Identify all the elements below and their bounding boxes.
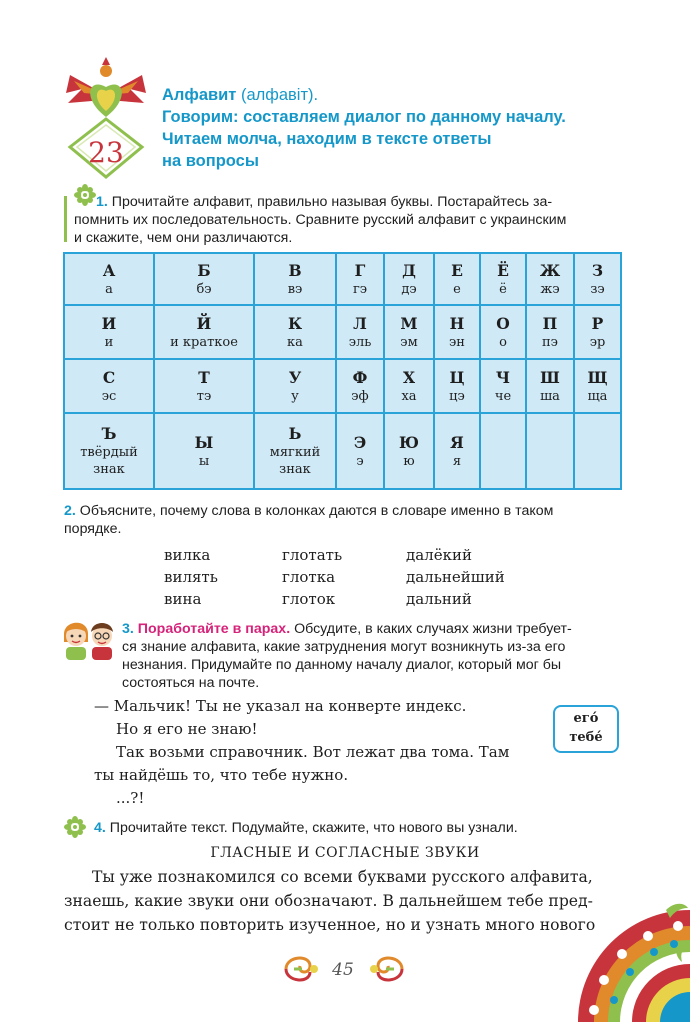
reading-line-3: стоит не только повторить изученное, но и узнать много нового xyxy=(64,916,596,934)
task1-line-2: помнить их последовательность. Сравните русский алфавит с украинским xyxy=(74,212,567,228)
letter-uppercase: Ч xyxy=(495,367,511,387)
letter-uppercase: П xyxy=(542,313,558,333)
letter-uppercase: Ю xyxy=(399,432,419,452)
alphabet-cell xyxy=(384,253,434,305)
alphabet-row xyxy=(64,359,621,413)
letter-uppercase: И xyxy=(101,313,117,333)
letter-name: бэ xyxy=(196,281,212,297)
task1-text-1: Прочитайте алфавит, правильно называя буквы. Постарайтесь за- xyxy=(107,194,553,210)
letter-uppercase: Э xyxy=(353,432,367,452)
letter-name: че xyxy=(494,388,512,404)
letter-name: ё xyxy=(499,281,507,297)
alphabet-cell xyxy=(526,253,574,305)
alphabet-cell xyxy=(154,359,254,413)
alphabet-cell xyxy=(574,305,621,359)
alphabet-cell xyxy=(574,359,621,413)
letter-uppercase: М xyxy=(400,313,418,333)
alphabet-cell xyxy=(384,305,434,359)
reading-line-2: знаешь, какие звуки они обозначают. В дальнейшем тебе пред- xyxy=(64,892,593,910)
alphabet-cell xyxy=(574,253,621,305)
letter-uppercase: Е xyxy=(451,260,463,280)
task3-label: Поработайте в парах. xyxy=(133,621,291,637)
alphabet-cell xyxy=(336,359,384,413)
letter-name: о xyxy=(499,334,507,350)
letter-name: твёрдый знак xyxy=(80,445,138,477)
dialogue-line-3: Так возьми справочник. Вот лежат два тома. Там xyxy=(116,743,510,761)
word-col1-1: вилка xyxy=(164,546,211,564)
alphabet-cell xyxy=(254,413,336,489)
task2-line-1 xyxy=(64,502,553,520)
letter-uppercase: А xyxy=(102,260,116,280)
letter-uppercase: Ш xyxy=(540,367,560,387)
letter-name: ка xyxy=(287,334,303,350)
letter-name: эн xyxy=(449,334,465,350)
alphabet-cell xyxy=(154,305,254,359)
alphabet-cell xyxy=(64,305,154,359)
letter-name: жэ xyxy=(540,281,560,297)
page-number: 45 xyxy=(332,960,354,980)
task2-line-2: порядке. xyxy=(64,521,122,537)
letter-name: ха xyxy=(401,388,417,404)
alphabet-cell xyxy=(526,413,574,489)
word-col3-1: далёкий xyxy=(406,546,472,564)
letter-uppercase: Ц xyxy=(449,367,465,387)
alphabet-cell xyxy=(480,359,526,413)
letter-name: эф xyxy=(351,388,369,404)
letter-name: эр xyxy=(589,334,606,350)
letter-uppercase: Б xyxy=(197,260,211,280)
floral-corner-icon xyxy=(570,902,690,1022)
letter-uppercase: В xyxy=(288,260,302,280)
word-col2-1: глотать xyxy=(282,546,343,564)
swirl-ornament-icon xyxy=(366,948,408,990)
letter-uppercase: Д xyxy=(402,260,416,280)
lesson-title-main: Алфавит xyxy=(162,86,237,104)
lesson-subtitle-2: Читаем молча, находим в тексте ответы xyxy=(162,130,492,148)
letter-uppercase: Щ xyxy=(587,367,608,387)
alphabet-row xyxy=(64,253,621,305)
letter-uppercase: Я xyxy=(450,432,464,452)
alphabet-cell xyxy=(336,305,384,359)
word-col1-2: вилять xyxy=(164,568,218,586)
letter-name: дэ xyxy=(401,281,417,297)
flower-task-icon xyxy=(64,816,86,838)
dialogue-line-1: — Мальчик! Ты не указал на конверте индекс. xyxy=(94,697,467,715)
letter-name: ща xyxy=(587,388,608,404)
swirl-ornament-icon xyxy=(280,948,322,990)
alphabet-cell xyxy=(254,359,336,413)
dialogue-line-4: ты найдёшь то, что тебе нужно. xyxy=(94,766,349,784)
letter-uppercase: З xyxy=(591,260,604,280)
letter-uppercase: Т xyxy=(198,367,210,387)
letter-uppercase: Л xyxy=(353,313,367,333)
task3-line-1 xyxy=(122,620,572,638)
letter-uppercase: Ж xyxy=(539,260,561,280)
stress-word-2: тебе́ xyxy=(569,730,603,745)
task4-text: Прочитайте текст. Подумайте, скажите, что нового вы узнали. xyxy=(105,820,518,836)
lesson-number: 23 xyxy=(88,136,124,169)
word-col3-2: дальнейший xyxy=(406,568,505,586)
stress-word-1: его́ xyxy=(573,711,599,726)
task1-number: 1. xyxy=(96,194,108,210)
letter-uppercase: У xyxy=(288,367,302,387)
letter-name: ша xyxy=(540,388,560,404)
letter-name: и краткое xyxy=(170,334,238,350)
task1-marker-bar xyxy=(64,196,67,242)
letter-name: у xyxy=(291,388,299,404)
alphabet-cell xyxy=(434,305,480,359)
alphabet-cell xyxy=(64,253,154,305)
alphabet-cell xyxy=(336,413,384,489)
letter-uppercase: Ф xyxy=(352,367,368,387)
alphabet-cell xyxy=(526,305,574,359)
alphabet-cell xyxy=(434,359,480,413)
task4-line xyxy=(94,819,518,837)
reading-title: ГЛАСНЫЕ И СОГЛАСНЫЕ ЗВУКИ xyxy=(210,845,480,861)
letter-name: вэ xyxy=(287,281,303,297)
alphabet-cell xyxy=(526,359,574,413)
letter-name: я xyxy=(452,453,462,469)
alphabet-cell xyxy=(480,305,526,359)
task2-text-1: Объясните, почему слова в колонках даются в словаре именно в таком xyxy=(75,503,554,519)
alphabet-cell xyxy=(254,305,336,359)
letter-name: а xyxy=(105,281,113,297)
dialogue-line-5: ...?! xyxy=(116,789,145,807)
alphabet-cell xyxy=(64,359,154,413)
word-col2-2: глотка xyxy=(282,568,336,586)
letter-name: цэ xyxy=(449,388,465,404)
letter-uppercase: Ы xyxy=(194,432,214,452)
alphabet-cell xyxy=(254,253,336,305)
letter-name: тэ xyxy=(196,388,212,404)
letter-name: е xyxy=(453,281,461,297)
two-kids-icon xyxy=(62,614,116,660)
alphabet-row xyxy=(64,305,621,359)
alphabet-cell xyxy=(154,253,254,305)
task4-number: 4. xyxy=(94,820,106,836)
letter-name: и xyxy=(104,334,114,350)
lesson-subtitle-1: Говорим: составляем диалог по данному началу. xyxy=(162,108,566,126)
lesson-subtitle-3: на вопросы xyxy=(162,152,259,170)
alphabet-row xyxy=(64,413,621,489)
word-col3-3: дальний xyxy=(406,590,472,608)
letter-uppercase: Р xyxy=(591,313,604,333)
task3-line-4: состояться на почте. xyxy=(122,675,260,691)
letter-name: мягкий знак xyxy=(269,445,321,477)
letter-uppercase: Г xyxy=(354,260,366,280)
letter-name: гэ xyxy=(352,281,368,297)
letter-name: ы xyxy=(198,453,210,469)
letter-name: эль xyxy=(348,334,372,350)
letter-uppercase: Ь xyxy=(288,424,302,443)
letter-name: зэ xyxy=(590,281,605,297)
letter-name: эс xyxy=(101,388,117,404)
lesson-title xyxy=(162,84,318,106)
alphabet-cell xyxy=(574,413,621,489)
letter-uppercase: Х xyxy=(402,367,416,387)
word-col2-3: глоток xyxy=(282,590,336,608)
stress-words-box xyxy=(553,705,619,753)
task1-line-1 xyxy=(96,193,552,211)
alphabet-cell xyxy=(480,413,526,489)
flower-task-icon xyxy=(74,184,96,206)
alphabet-cell xyxy=(434,413,480,489)
alphabet-cell xyxy=(480,253,526,305)
alphabet-cell xyxy=(64,413,154,489)
task3-line-2: ся знание алфавита, какие затруднения могут возникнуть из-за его xyxy=(122,639,566,655)
task3-line-3: незнания. Придумайте по данному началу диалог, который мог бы xyxy=(122,657,562,673)
letter-name: эм xyxy=(400,334,418,350)
task2-number: 2. xyxy=(64,503,76,519)
letter-uppercase: С xyxy=(102,367,116,387)
alphabet-table xyxy=(63,252,622,490)
letter-uppercase: Ё xyxy=(497,260,509,280)
alphabet-cell xyxy=(336,253,384,305)
reading-line-1: Ты уже познакомился со всеми буквами русского алфавита, xyxy=(92,868,593,886)
letter-name: э xyxy=(356,453,364,469)
lesson-title-ukr: (алфавіт). xyxy=(236,86,319,104)
letter-uppercase: Й xyxy=(196,313,212,333)
letter-uppercase: Н xyxy=(449,313,465,333)
alphabet-cell xyxy=(154,413,254,489)
task1-line-3: и скажите, чем они различаются. xyxy=(74,230,293,246)
letter-uppercase: О xyxy=(496,313,510,333)
letter-uppercase: Ъ xyxy=(101,424,117,443)
alphabet-cell xyxy=(384,413,434,489)
letter-name: ю xyxy=(403,453,415,469)
letter-name: пэ xyxy=(542,334,558,350)
word-col1-3: вина xyxy=(164,590,202,608)
task3-number: 3. xyxy=(122,621,134,637)
task3-text-1: Обсудите, в каких случаях жизни требует- xyxy=(290,621,572,637)
dialogue-line-2: Но я его не знаю! xyxy=(116,720,258,738)
letter-uppercase: К xyxy=(287,313,303,333)
alphabet-cell xyxy=(384,359,434,413)
alphabet-cell xyxy=(434,253,480,305)
